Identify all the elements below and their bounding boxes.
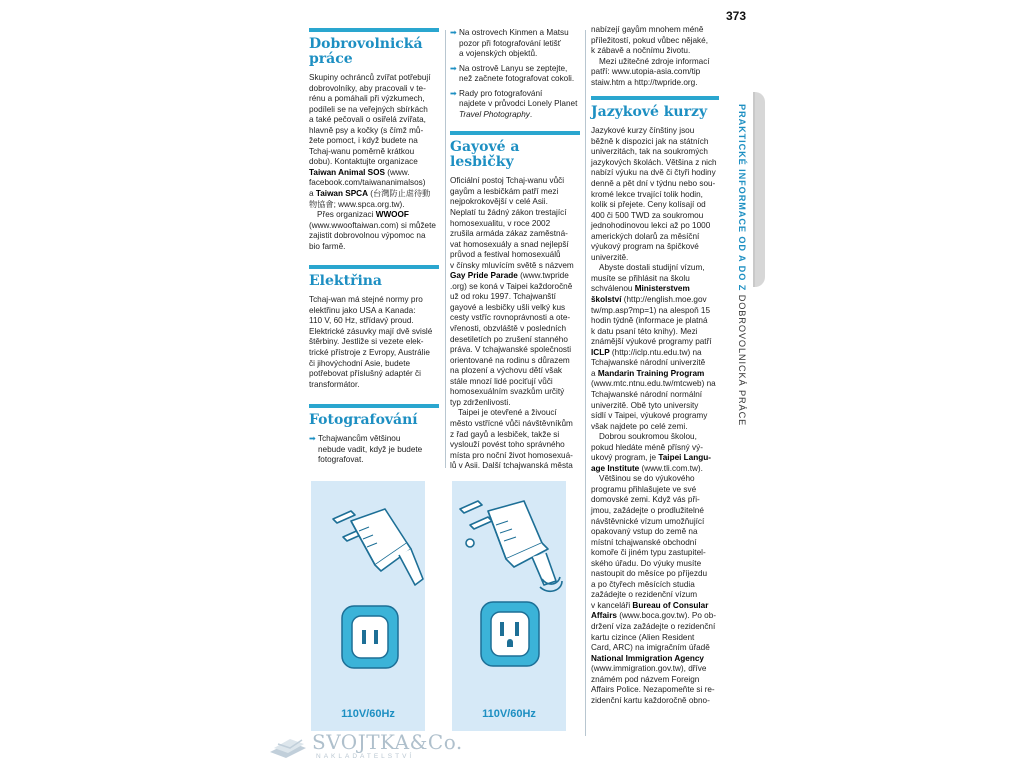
grounded-plug-icon (460, 501, 562, 591)
section-rule (309, 404, 439, 408)
column-divider (445, 30, 446, 468)
voltage-label: 110V/60Hz (482, 708, 536, 720)
list-item: ➡ Rady pro fotografování najdete v průvodci Lonely Planet Travel Photography. (450, 88, 578, 119)
section-rule (591, 96, 719, 100)
list-item: ➡ Na ostrově Lanyu se zeptejte, než začnete fotografovat cokoli. (450, 63, 575, 84)
section-range: OD A DO Z (737, 236, 747, 292)
section-rule (450, 131, 580, 135)
plug-and-outlet-drawing (452, 481, 566, 706)
section-name: PRAKTICKÉ INFORMACE (737, 104, 747, 233)
column-1 (309, 28, 439, 470)
chapter-tab (753, 92, 765, 287)
section-topic: DOBROVOLNICKÁ PRÁCE (737, 294, 747, 427)
gayove-a-lesbicky-continued: nabízejí gayům mnohem méně příležitostí, pokud vůbec nějaké, k zábavě a nočnímu životu. Mezi užitečné zdroje informací patří: www.utopia-asia.com/tip staiw.htm a http://twpride.org. (591, 25, 710, 87)
watermark-name: SVOJTKA&Co. (312, 730, 463, 754)
publisher-watermark (268, 730, 463, 762)
book-logo-icon (268, 732, 308, 762)
watermark-subtitle: NAKLADATELSTVÍ (316, 753, 415, 760)
arrow-right-icon: ➡ (309, 434, 316, 444)
list-item: ➡ Na ostrovech Kinmen a Matsu pozor při fotografování letišť a vojenských objektů. (450, 28, 569, 59)
jazykove-kurzy-text: Jazykové kurzy čínštiny jsou běžně k dispozici jak na státních univerzitách, tak na soukromých jazykových školách. Většina z nich nabízí výuku na dvě či čtyři hodiny denně a pět dní v týdnu nebo sou- kromé lekce trvající tolik hodin, kolik si přejete. Ceny kolísají od 400 či 500 TWD za soukromou jednohodinovou lekci až po 1000 amerických dolarů za měsíční výukový program na špičkové univerzitě. Abyste dostali studijní vízum, musíte se přihlásit na školu schválenou Ministerstvem školství (http://english.moe.gov tw/mp.asp?mp=1) na alespoň 15 hodin týdně (informace je platná k datu psaní této knihy). Mezi známější výukové programy patří ICLP (http://iclp.ntu.edu.tw) na Tchajwanské národní univerzitě a Mandarin Training Program (www.mtc.ntnu.edu.tw/mtcweb) na Tchajwanské národní normální univerzitě. Obě tyto university sídlí v Taipei, výukové programy však najdete po celé zemi. Dobrou soukromou školou, pokud hledáte méně přísný vý- ukový program, je Taipei Langu- age Institute (www.tli.com.tw). Většinou se do výukového programu přihlašujete ve své domovské zemi. Když vás při- jmou, zažádejte o prodlužitelné návštěvnické vízum umožňující opakovaný vstup do země na místní tchajwanské obchodní komoře či jiném typu zastupitel- ského úřadu. Do výuky musíte nastoupit do měsíce po příjezdu a po čtyřech měsících studia zažádejte o rezidenční vízum v kanceláři Bureau of Consular Affairs (www.boca.gov.tw). Po ob- držení víza zažádejte o rezidenční kartu cizince (Alien Resident Card, ARC) na imigračním úřadě National Immigration Agency (www.immigration.gov.tw), dříve známém pod názvem Foreign Affairs Police. Nezapomeňte si re- zidenční kartu každoročně obno- (591, 126, 717, 705)
gayove-a-lesbicky-text: Oficiální postoj Tchaj-wanu vůči gayům a lesbičkám patří mezi nejpokrokovější v celé Asii. Neplatí tu žádný zákon trestající homosexualitu, v roce 2002 zrušila armáda zákaz zaměstná- vat homosexuály a snad nejlepší průvod a festival homosexuálů v čínsky mluvícím světě s názvem Gay Pride Parade (www.twpride .org) se koná v Taipei každoročně už od roku 1997. Tchajwanští gayové a lesbičky ušli velký kus cesty vstříc rovnoprávnosti a ote- vřenosti, obzvláště v posledních desetiletích po zrušení stanného práva. V tchajwanské společnosti orientované na rodinu s důrazem na plození a výchovu dětí však stále mnozí lidé pociťují vůči homosexuálním svazkům určitý typ zdrženlivosti. Taipei je otevřené a živoucí město vstřícné vůči návštěvníkům z řad gayů a lesbiček, takže si vyslouží povést toho správného místa pro noční život homosexuá- lů v Asii. Další tchajwanská města (450, 176, 574, 471)
arrow-right-icon: ➡ (450, 88, 457, 98)
column-divider (585, 30, 586, 736)
plug-illustration-type-b (452, 481, 566, 731)
arrow-right-icon: ➡ (450, 63, 457, 73)
column-3 (591, 25, 719, 706)
voltage-label: 110V/60Hz (341, 708, 395, 720)
heading-fotografovani: Fotografování (309, 412, 418, 429)
plug-illustration-type-a (311, 481, 425, 731)
plug-and-outlet-drawing (311, 481, 425, 706)
heading-gayove-a-lesbicky: Gayové a lesbičky (450, 139, 520, 171)
column-2 (450, 28, 580, 472)
section-rule (309, 28, 439, 32)
outlet-icon (342, 606, 398, 668)
elektrina-text: Tchaj-wan má stejné normy pro elektřinu jako USA a Kanada: 110 V, 60 Hz, střídavý proud. Elektrické zásuvky mají dvě svislé štěrbiny. Jestliže si vezete elek- trické přístroje z Evropy, Austrálie či jihovýchodní Asie, budete potřebovat příslušný adaptér či transformátor. (309, 295, 433, 389)
arrow-right-icon: ➡ (450, 28, 457, 37)
section-rule (309, 265, 439, 269)
dobrovolnicka-prace-text: Skupiny ochránců zvířat potřebují dobrovolníky, aby pracovali v te- rénu a pomáhali při výzkumech, podíleli se na veřejných sbírkách a také pečovali o osiřelá zvířata, hlavně psy a kočky (s čímž mů- žete pomoct, i když budete na Tchaj-wanu poměrně krátkou dobu). Kontaktujte organizace Taiwan Animal SOS (www. facebook.com/taiwananimalsos) a Taiwan SPCA (台灣防止虐待動 物協會; www.spca.org.tw). Přes organizaci WWOOF (www.wwooftaiwan.com) si můžete zajistit dobrovolnou výpomoc na bio farmě. (309, 73, 436, 251)
page-number: 373 (726, 9, 747, 23)
heading-elektrina: Elektřina (309, 273, 383, 290)
flat-prong-plug-icon (333, 509, 423, 585)
heading-dobrovolnicka-prace: Dobrovolnická práce (309, 36, 423, 67)
list-item: ➡ Tchajwancům většinou nebude vadit, když je budete fotografovat. (309, 434, 423, 465)
grounded-outlet-icon (481, 602, 539, 666)
heading-jazykove-kurzy: Jazykové kurzy (591, 104, 708, 121)
running-header-vertical (737, 104, 747, 434)
